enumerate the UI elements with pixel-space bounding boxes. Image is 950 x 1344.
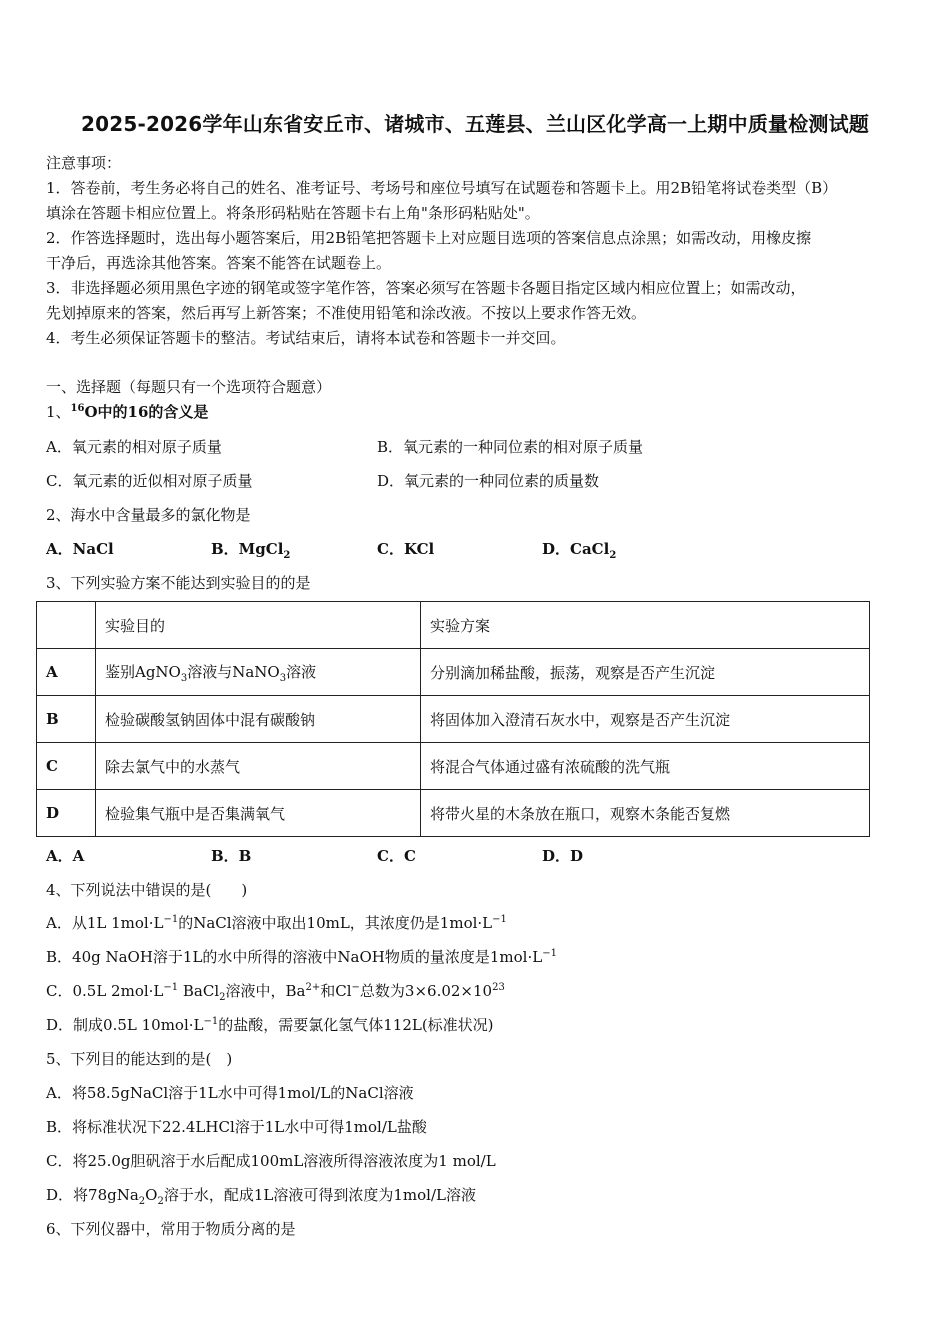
table-row — [37, 696, 870, 743]
row-plan: 将固体加入澄清石灰水中，观察是否产生沉淀 — [421, 696, 870, 743]
question-6-stem: 6、下列仪器中，常用于物质分离的是 — [46, 1220, 296, 1238]
table-header-cell: 实验方案 — [421, 602, 870, 649]
q1-option-d[interactable]: D．氧元素的一种同位素的质量数 — [377, 472, 600, 490]
q1-option-b[interactable]: B．氧元素的一种同位素的相对原子质量 — [377, 438, 644, 456]
q2-option-c[interactable]: C．KCl — [377, 540, 435, 558]
q3-option-a[interactable]: A．A — [46, 847, 85, 865]
section-heading: 一、选择题（每题只有一个选项符合题意） — [46, 378, 332, 396]
q3-option-b[interactable]: B．B — [211, 847, 252, 865]
row-key: B — [37, 696, 96, 743]
q4-option-c[interactable]: C．0.5L $2mol\cdot L^{-1}$ BaCl$_2$溶液中，$Ba^{2+}$和Cl−总数为$3\times 6.02\times 10^{23}$ — [46, 982, 505, 1003]
row-goal: 检验集气瓶中是否集满氧气 — [96, 790, 421, 837]
q4-option-b[interactable]: B．40g NaOH溶于1L的水中所得的溶液中NaOH物质的量浓度是$1mol\cdot L^{-1}$ — [46, 948, 557, 966]
page-title: 2025-2026学年山东省安丘市、诸城市、五莲县、兰山区化学高一上期中质量检测试题 — [80, 112, 870, 136]
row-key: A — [37, 649, 96, 696]
experiment-table — [36, 601, 870, 837]
question-2-stem: 2、海水中含量最多的氯化物是 — [46, 506, 251, 524]
notes-line: 先划掉原来的答案，然后再写上新答案；不准使用铅笔和涂改液。不按以上要求作答无效。 — [46, 304, 647, 322]
table-header-cell: 实验目的 — [96, 602, 421, 649]
q5-option-a[interactable]: A．将58.5gNaCl溶于1L水中可得1mol/L的NaCl溶液 — [46, 1084, 414, 1102]
notes-line: 1．答卷前，考生务必将自己的姓名、准考证号、考场号和座位号填写在试题卷和答题卡上。用2B铅笔将试卷类型（B） — [46, 179, 838, 197]
notes-line: 2．作答选择题时，选出每小题答案后，用2B铅笔把答题卡上对应题目选项的答案信息点涂黑；如需改动，用橡皮擦 — [46, 229, 812, 247]
question-3-stem: 3、下列实验方案不能达到实验目的的是 — [46, 574, 311, 592]
q3-option-d[interactable]: D．D — [542, 847, 584, 865]
notes-line: 4．考生必须保证答题卡的整洁。考试结束后，请将本试卷和答题卡一并交回。 — [46, 329, 566, 347]
q5-option-c[interactable]: C．将25.0g胆矾溶于水后配成100mL溶液所得溶液浓度为1 mol/L — [46, 1152, 496, 1170]
notes-line: 干净后，再选涂其他答案。答案不能答在试题卷上。 — [46, 254, 392, 272]
table-header-cell — [37, 602, 96, 649]
row-plan: 分别滴加稀盐酸，振荡，观察是否产生沉淀 — [421, 649, 870, 696]
q2-option-b[interactable]: B．MgCl$_2$ — [211, 540, 291, 561]
table-header-row — [37, 602, 870, 649]
table-row — [37, 743, 870, 790]
row-goal: 检验碳酸氢钠固体中混有碳酸钠 — [96, 696, 421, 743]
q4-option-d[interactable]: D．制成0.5L $10mol\cdot L^{-1}$的盐酸，需要氯化氢气体112L(标准状况) — [46, 1016, 494, 1034]
q5-option-d[interactable]: D．将$78gNa_2O_2$溶于水，配成1L溶液可得到浓度为1mol/L溶液 — [46, 1186, 476, 1207]
notes-line: 3．非选择题必须用黑色字迹的钢笔或签字笔作答，答案必须写在答题卡各题目指定区域内相应位置上；如需改动， — [46, 279, 806, 297]
row-plan: 将带火星的木条放在瓶口，观察木条能否复燃 — [421, 790, 870, 837]
question-4-stem: 4、下列说法中错误的是( ) — [46, 881, 248, 899]
q1-option-c[interactable]: C．氧元素的近似相对原子质量 — [46, 472, 253, 490]
q4-option-a[interactable]: A．从1L $1mol\cdot L^{-1}$的NaCl溶液中取出10mL，其浓度仍是$1mol\cdot L^{-1}$ — [46, 914, 507, 932]
question-1-stem: 1、$^{16}$O中的16的含义是 — [46, 403, 209, 421]
row-goal: 除去氯气中的水蒸气 — [96, 743, 421, 790]
q1-option-a[interactable]: A．氧元素的相对原子质量 — [46, 438, 222, 456]
q5-option-b[interactable]: B．将标准状况下22.4LHCl溶于1L水中可得1mol/L盐酸 — [46, 1118, 427, 1136]
q2-option-d[interactable]: D．CaCl$_2$ — [542, 540, 617, 561]
row-goal: 鉴别AgNO$_3$溶液与NaNO$_3$溶液 — [96, 649, 421, 696]
q2-option-a[interactable]: A．NaCl — [46, 540, 114, 558]
row-plan: 将混合气体通过盛有浓硫酸的洗气瓶 — [421, 743, 870, 790]
notes-line: 填涂在答题卡相应位置上。将条形码粘贴在答题卡右上角"条形码粘贴处"。 — [46, 204, 540, 222]
notes-heading: 注意事项： — [46, 154, 122, 172]
q3-option-c[interactable]: C．C — [377, 847, 416, 865]
table-row — [37, 790, 870, 837]
row-key: C — [37, 743, 96, 790]
question-5-stem: 5、下列目的能达到的是( ) — [46, 1050, 233, 1068]
row-key: D — [37, 790, 96, 837]
table-row — [37, 649, 870, 696]
